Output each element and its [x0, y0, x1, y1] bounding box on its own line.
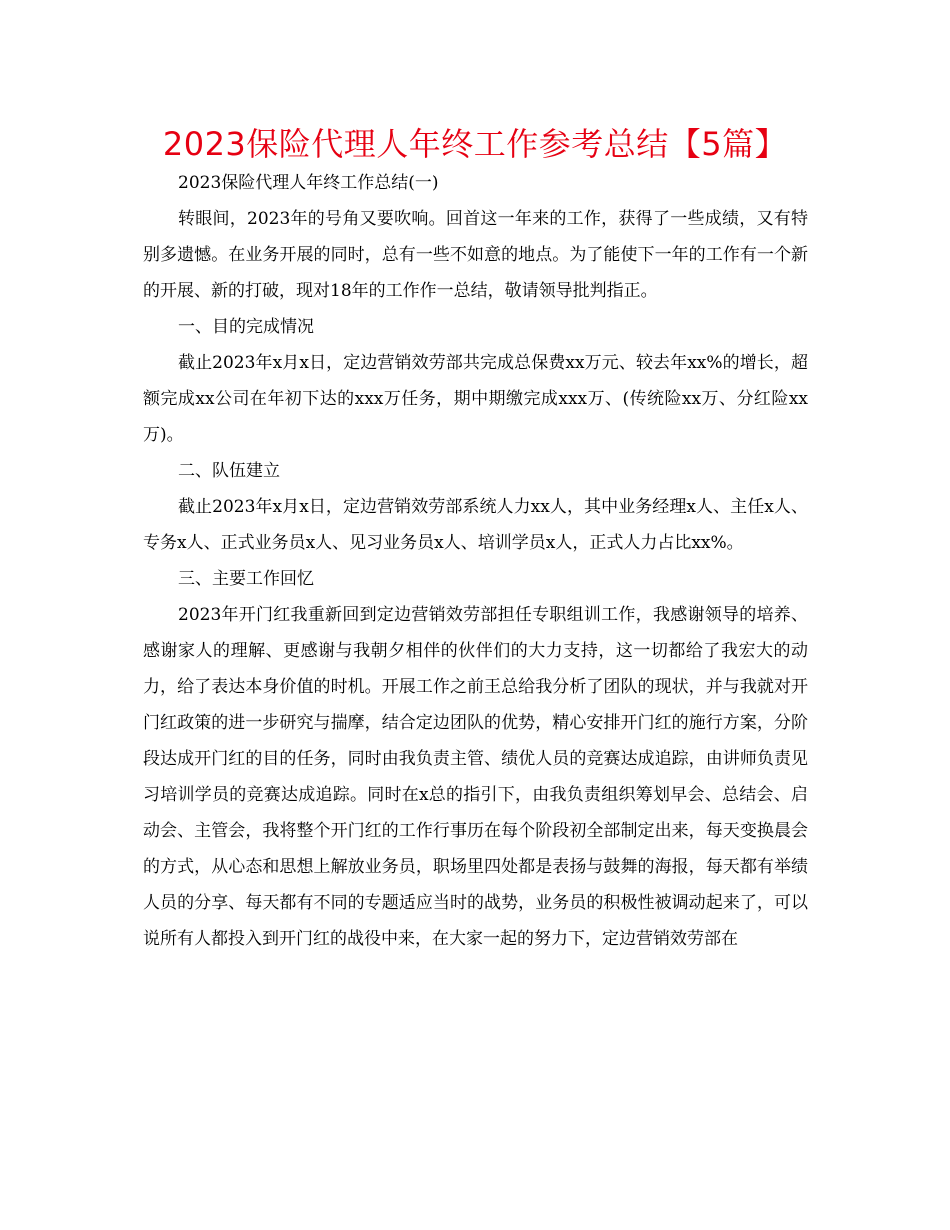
- section-paragraph-goals: 截止2023年x月x日，定边营销效劳部共完成总保费xx万元、较去年xx%的增长，超额完成xx公司在年初下达的xxx万任务，期中期缴完成xxx万、(传统险xx万、分红险xx万)。: [143, 353, 808, 445]
- section-paragraph-team: 截止2023年x月x日，定边营销效劳部系统人力xx人，其中业务经理x人、主任x人、专务x人、正式业务员x人、见习业务员x人、培训学员x人，正式人力占比xx%。: [143, 497, 808, 553]
- section-heading-review: 三、主要工作回忆: [178, 569, 314, 589]
- section-heading-goals: 一、目的完成情况: [178, 317, 314, 337]
- intro-paragraph: 转眼间，2023年的号角又要吹响。回首这一年来的工作，获得了一些成绩，又有特别多遗憾。在业务开展的同时，总有一些不如意的地点。为了能使下一年的工作有一个新的开展、新的打破，现对18年的工作作一总结，敬请领导批判指正。: [143, 209, 808, 301]
- document-title: 2023保险代理人年终工作参考总结【5篇】: [162, 125, 788, 163]
- document-body: [143, 165, 808, 957]
- section-heading-team: 二、队伍建立: [178, 461, 280, 481]
- section-paragraph-review: 2023年开门红我重新回到定边营销效劳部担任专职组训工作，我感谢领导的培养、感谢家人的理解、更感谢与我朝夕相伴的伙伴们的大力支持，这一切都给了我宏大的动力，给了表达本身价值的时机。开展工作之前王总给我分析了团队的现状，并与我就对开门红政策的进一步研究与揣摩，结合定边团队的优势，精心安排开门红的施行方案，分阶段达成开门红的目的任务，同时由我负责主管、绩优人员的竞赛达成追踪，由讲师负责见习培训学员的竞赛达成追踪。同时在x总的指引下，由我负责组织筹划早会、总结会、启动会、主管会，我将整个开门红的工作行事历在每个阶段初全部制定出来，每天变换晨会的方式，从心态和思想上解放业务员，职场里四处都是表扬与鼓舞的海报，每天都有举绩人员的分享、每天都有不同的专题适应当时的战势，业务员的积极性被调动起来了，可以说所有人都投入到开门红的战役中来，在大家一起的努力下，定边营销效劳部在: [143, 605, 808, 949]
- document-subtitle: 2023保险代理人年终工作总结(一): [178, 173, 439, 193]
